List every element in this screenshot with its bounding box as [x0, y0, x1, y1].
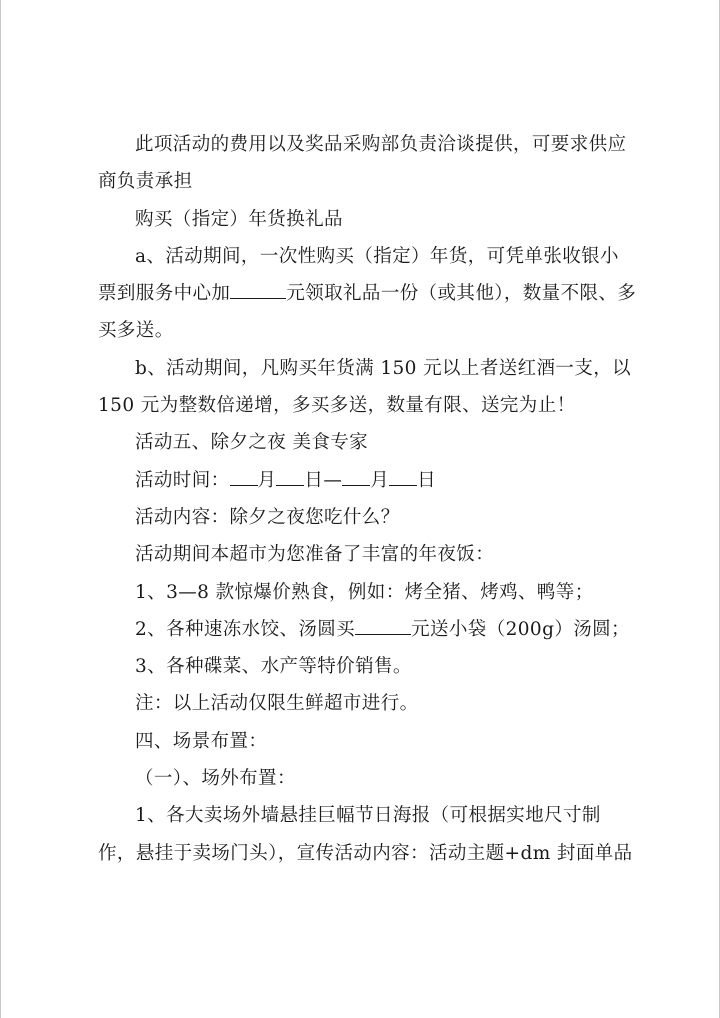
activity-content	[98, 499, 643, 536]
text-line: 作，悬挂于卖场门头），宣传活动内容：活动主题+dm 封面单品	[98, 842, 633, 864]
paragraph-a-cont	[98, 275, 643, 312]
text-line: 元领取礼品一份（或其他），数量不限、多	[286, 283, 637, 305]
text-line: 注：以上活动仅限生鲜超市进行。	[135, 693, 419, 715]
text-line: 票到服务中心加	[98, 283, 231, 305]
subsection-heading-outdoor	[98, 760, 643, 797]
text-line: b、活动期间，凡购买年货满 150 元以上者送红酒一支，以	[135, 357, 632, 379]
text-line: 活动内容：除夕之夜您吃什么？	[135, 506, 400, 528]
paragraph-a	[98, 238, 643, 275]
blank-underline	[230, 464, 258, 485]
text-line: 此项活动的费用以及奖品采购部负责洽谈提供，可要求供应	[135, 134, 627, 155]
paragraph-poster	[98, 797, 643, 834]
paragraph-b-cont	[98, 387, 643, 424]
paragraph-dinner-intro	[98, 536, 643, 573]
text-line: 3、各种碟菜、水产等特价销售。	[135, 656, 412, 678]
text-line: 购买（指定）年货换礼品	[135, 208, 343, 230]
paragraph-poster-cont	[98, 835, 643, 872]
heading-activity-five	[98, 424, 643, 461]
text-line: 商负责承担	[98, 171, 193, 193]
heading-gift-exchange	[98, 201, 643, 238]
paragraph-b	[98, 350, 643, 387]
paragraph-a-end	[98, 312, 643, 349]
blank-underline	[342, 464, 370, 485]
text-line: 买多送。	[98, 320, 174, 342]
blank-underline	[355, 614, 411, 635]
activity-time	[98, 462, 643, 499]
text-line: 150 元为整数倍递增，多买多送，数量有限、送完为止！	[98, 395, 576, 417]
list-item-2	[98, 611, 643, 648]
text-line: 月	[257, 469, 277, 491]
text-line: 元送小袋（200g）汤圆；	[411, 618, 630, 640]
text-line: 1、各大卖场外墙悬挂巨幅节日海报（可根据实地尺寸制	[135, 805, 601, 827]
blank-underline	[276, 464, 304, 485]
text-line: 活动时间：	[135, 469, 230, 491]
text-line: 日—	[304, 469, 343, 491]
list-item-1	[98, 574, 643, 611]
text-line: 四、场景布置：	[135, 730, 268, 752]
blank-underline	[389, 464, 417, 485]
text-line: （一）、场外布置：	[135, 768, 296, 790]
text-line: 1、3—8 款惊爆价熟食，例如：烤全猪、烤鸡、鸭等；	[135, 581, 594, 603]
section-heading-scene	[98, 723, 643, 760]
blank-underline	[230, 278, 286, 299]
list-item-3	[98, 648, 643, 685]
text-line: 活动期间本超市为您准备了丰富的年夜饭：	[135, 544, 495, 566]
text-line: a、活动期间，一次性购买（指定）年货，可凭单张收银小	[135, 245, 619, 267]
note	[98, 685, 643, 722]
paragraph-cost-cont	[98, 163, 643, 200]
document-body	[98, 126, 643, 872]
text-line: 2、各种速冻水饺、汤圆买	[135, 618, 356, 640]
text-line: 月	[370, 469, 390, 491]
text-line: 日	[417, 469, 437, 491]
text-line: 活动五、除夕之夜 美食专家	[135, 432, 369, 454]
paragraph-cost	[98, 126, 643, 163]
